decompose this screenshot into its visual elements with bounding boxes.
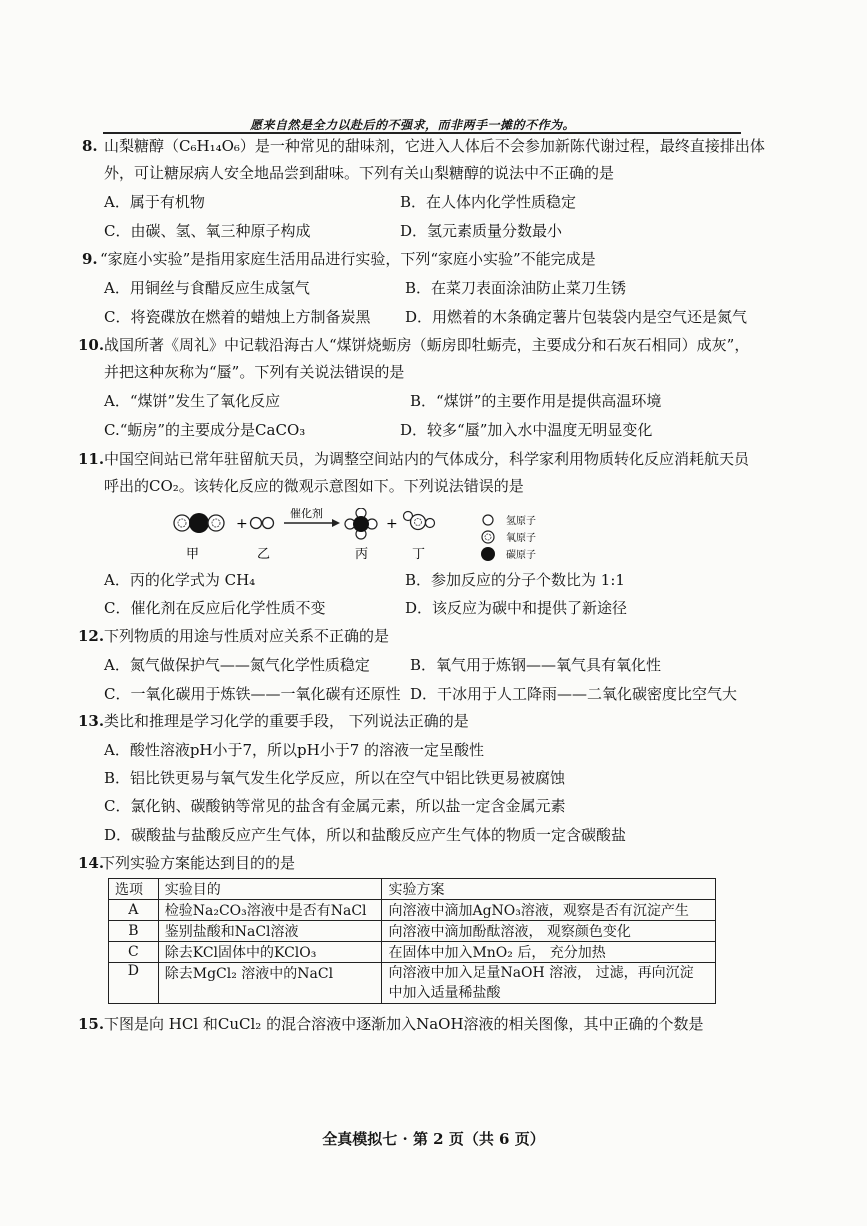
table-cell: B: [109, 921, 159, 942]
question-number: 8.: [82, 137, 98, 155]
question-number: 15.: [78, 1015, 105, 1033]
molecule-yi: [251, 518, 274, 529]
question-number: 10.: [78, 336, 105, 354]
table-header: 实验方案: [382, 879, 716, 900]
table-cell: [382, 963, 716, 1004]
label-jia: 甲: [186, 547, 200, 562]
arrow-label: 催化剂: [290, 508, 323, 520]
question-number: 9.: [82, 250, 98, 268]
option: D．该反应为碳中和提供了新途径: [405, 599, 628, 617]
table-cell: C: [109, 942, 159, 963]
option: A．丙的化学式为 CH₄: [104, 571, 256, 589]
option: C．一氧化碳用于炼铁——一氧化碳有还原性: [104, 685, 401, 703]
table-row: [109, 942, 716, 963]
table-cell: 向溶液中滴加酚酞溶液， 观察颜色变化: [382, 921, 716, 942]
option: A．氮气做保护气——氮气化学性质稳定: [104, 656, 370, 674]
question-stem: 下列物质的用途与性质对应关系不正确的是: [104, 627, 390, 645]
question-stem: 下图是向 HCl 和CuCl₂ 的混合溶液中逐渐加入NaOH溶液的相关图像，其中正确的个数是: [104, 1015, 704, 1033]
table-cell-line: 中加入适量稀盐酸: [388, 985, 501, 1001]
hydrogen-atom-icon: [483, 515, 493, 525]
table-row: [109, 900, 716, 921]
label-bing: 丙: [355, 547, 369, 562]
option: A．“煤饼”发生了氧化反应: [104, 392, 281, 410]
table-header: 实验目的: [158, 879, 382, 900]
molecule-bing: [345, 508, 377, 539]
table-cell: 鉴别盐酸和NaCl溶液: [158, 921, 382, 942]
reaction-micro-diagram: [172, 508, 612, 570]
table-cell: 向溶液中滴加AgNO₃溶液，观察是否有沉淀产生: [382, 900, 716, 921]
question-stem: 战国所著《周礼》中记载沿海古人“煤饼烧蛎房（蛎房即牡蛎壳，主要成分和石灰石相同）成灰”，: [104, 336, 750, 354]
option: C．由碳、氢、氧三种原子构成: [104, 222, 311, 240]
legend-hydrogen: 氢原子: [506, 516, 536, 527]
table-cell: 除去MgCl₂ 溶液中的NaCl: [158, 963, 382, 1004]
option: D．较多“蜃”加入水中温度无明显变化: [400, 421, 653, 439]
table-header-row: [109, 879, 716, 900]
question-stem: 并把这种灰称为“蜃”。下列有关说法错误的是: [104, 363, 405, 381]
table-cell: 除去KCl固体中的KClO₃: [158, 942, 382, 963]
label-ding: 丁: [412, 547, 426, 562]
plus-sign: +: [236, 516, 248, 532]
option: B．在人体内化学性质稳定: [400, 193, 577, 211]
question-number: 14.: [78, 854, 105, 872]
option: C．氯化钠、碳酸钠等常见的盐含有金属元素，所以盐一定含金属元素: [104, 797, 566, 815]
option: A．酸性溶液pH小于7，所以pH小于7 的溶液一定呈酸性: [104, 741, 485, 759]
question-number: 12.: [78, 627, 105, 645]
header-rule: [103, 132, 741, 134]
table-header: 选项: [109, 879, 159, 900]
page-footer: 全真模拟七 · 第 2 页（共 6 页）: [322, 1130, 545, 1148]
option: C.“蛎房”的主要成分是CaCO₃: [104, 421, 306, 439]
option: D．氢元素质量分数最小: [400, 222, 563, 240]
diagram-legend: [481, 514, 536, 561]
carbon-atom-icon: [481, 547, 495, 561]
plus-sign: +: [386, 516, 398, 532]
table-cell: 检验Na₂CO₃溶液中是否有NaCl: [158, 900, 382, 921]
molecule-jia: [174, 513, 224, 533]
molecule-ding: [404, 512, 435, 530]
option: D．用燃着的木条确定薯片包装袋内是空气还是氮气: [405, 308, 748, 326]
option: B．氧气用于炼钢——氧气具有氧化性: [410, 656, 662, 674]
oxygen-atom-icon: [482, 531, 494, 543]
option: B．铝比铁更易与氧气发生化学反应，所以在空气中铝比铁更易被腐蚀: [104, 769, 566, 787]
question-stem: 呼出的CO₂。该转化反应的微观示意图如下。下列说法错误的是: [104, 477, 524, 495]
option: B．“煤饼”的主要作用是提供高温环境: [410, 392, 662, 410]
question-stem: “家庭小实验”是指用家庭生活用品进行实验，下列“家庭小实验”不能完成是: [100, 250, 596, 268]
table-cell: A: [109, 900, 159, 921]
legend-oxygen: 氧原子: [506, 533, 536, 544]
question-stem: 下列实验方案能达到目的的是: [100, 854, 296, 872]
option: B．参加反应的分子个数比为 1:1: [405, 571, 625, 589]
option: D．干冰用于人工降雨——二氧化碳密度比空气大: [410, 685, 738, 703]
option: C．将瓷碟放在燃着的蜡烛上方制备炭黑: [104, 308, 371, 326]
table-cell: D: [109, 963, 159, 1004]
option: C．催化剂在反应后化学性质不变: [104, 599, 326, 617]
question-stem: 山梨糖醇（C₆H₁₄O₆）是一种常见的甜味剂，它进入人体后不会参加新陈代谢过程，最终直接排出体: [104, 137, 765, 155]
option: B．在菜刀表面涂油防止菜刀生锈: [405, 279, 627, 297]
question-stem: 类比和推理是学习化学的重要手段， 下列说法正确的是: [104, 712, 469, 730]
legend-carbon: 碳原子: [506, 550, 536, 561]
arrow-head-icon: [332, 519, 340, 527]
experiment-table: [108, 878, 716, 1004]
question-stem: 外，可让糖尿病人安全地品尝到甜味。下列有关山梨糖醇的说法中不正确的是: [104, 164, 615, 182]
question-number: 13.: [78, 712, 105, 730]
option: A．用铜丝与食醋反应生成氢气: [104, 279, 310, 297]
question-stem: 中国空间站已常年驻留航天员，为调整空间站内的气体成分，科学家利用物质转化反应消耗航天员: [104, 450, 750, 468]
table-row: [109, 921, 716, 942]
table-row: [109, 963, 716, 1004]
table-cell-line: 向溶液中加入足量NaOH 溶液， 过滤，再向沉淀: [388, 965, 694, 981]
option: D．碳酸盐与盐酸反应产生气体，所以和盐酸反应产生气体的物质一定含碳酸盐: [104, 826, 627, 844]
header-motto: 愿来自然是全力以赴后的不强求，而非两手一摊的不作为。: [250, 118, 576, 132]
question-number: 11.: [78, 450, 105, 468]
label-yi: 乙: [257, 547, 271, 562]
table-cell: 在固体中加入MnO₂ 后， 充分加热: [382, 942, 716, 963]
option: A．属于有机物: [104, 193, 205, 211]
